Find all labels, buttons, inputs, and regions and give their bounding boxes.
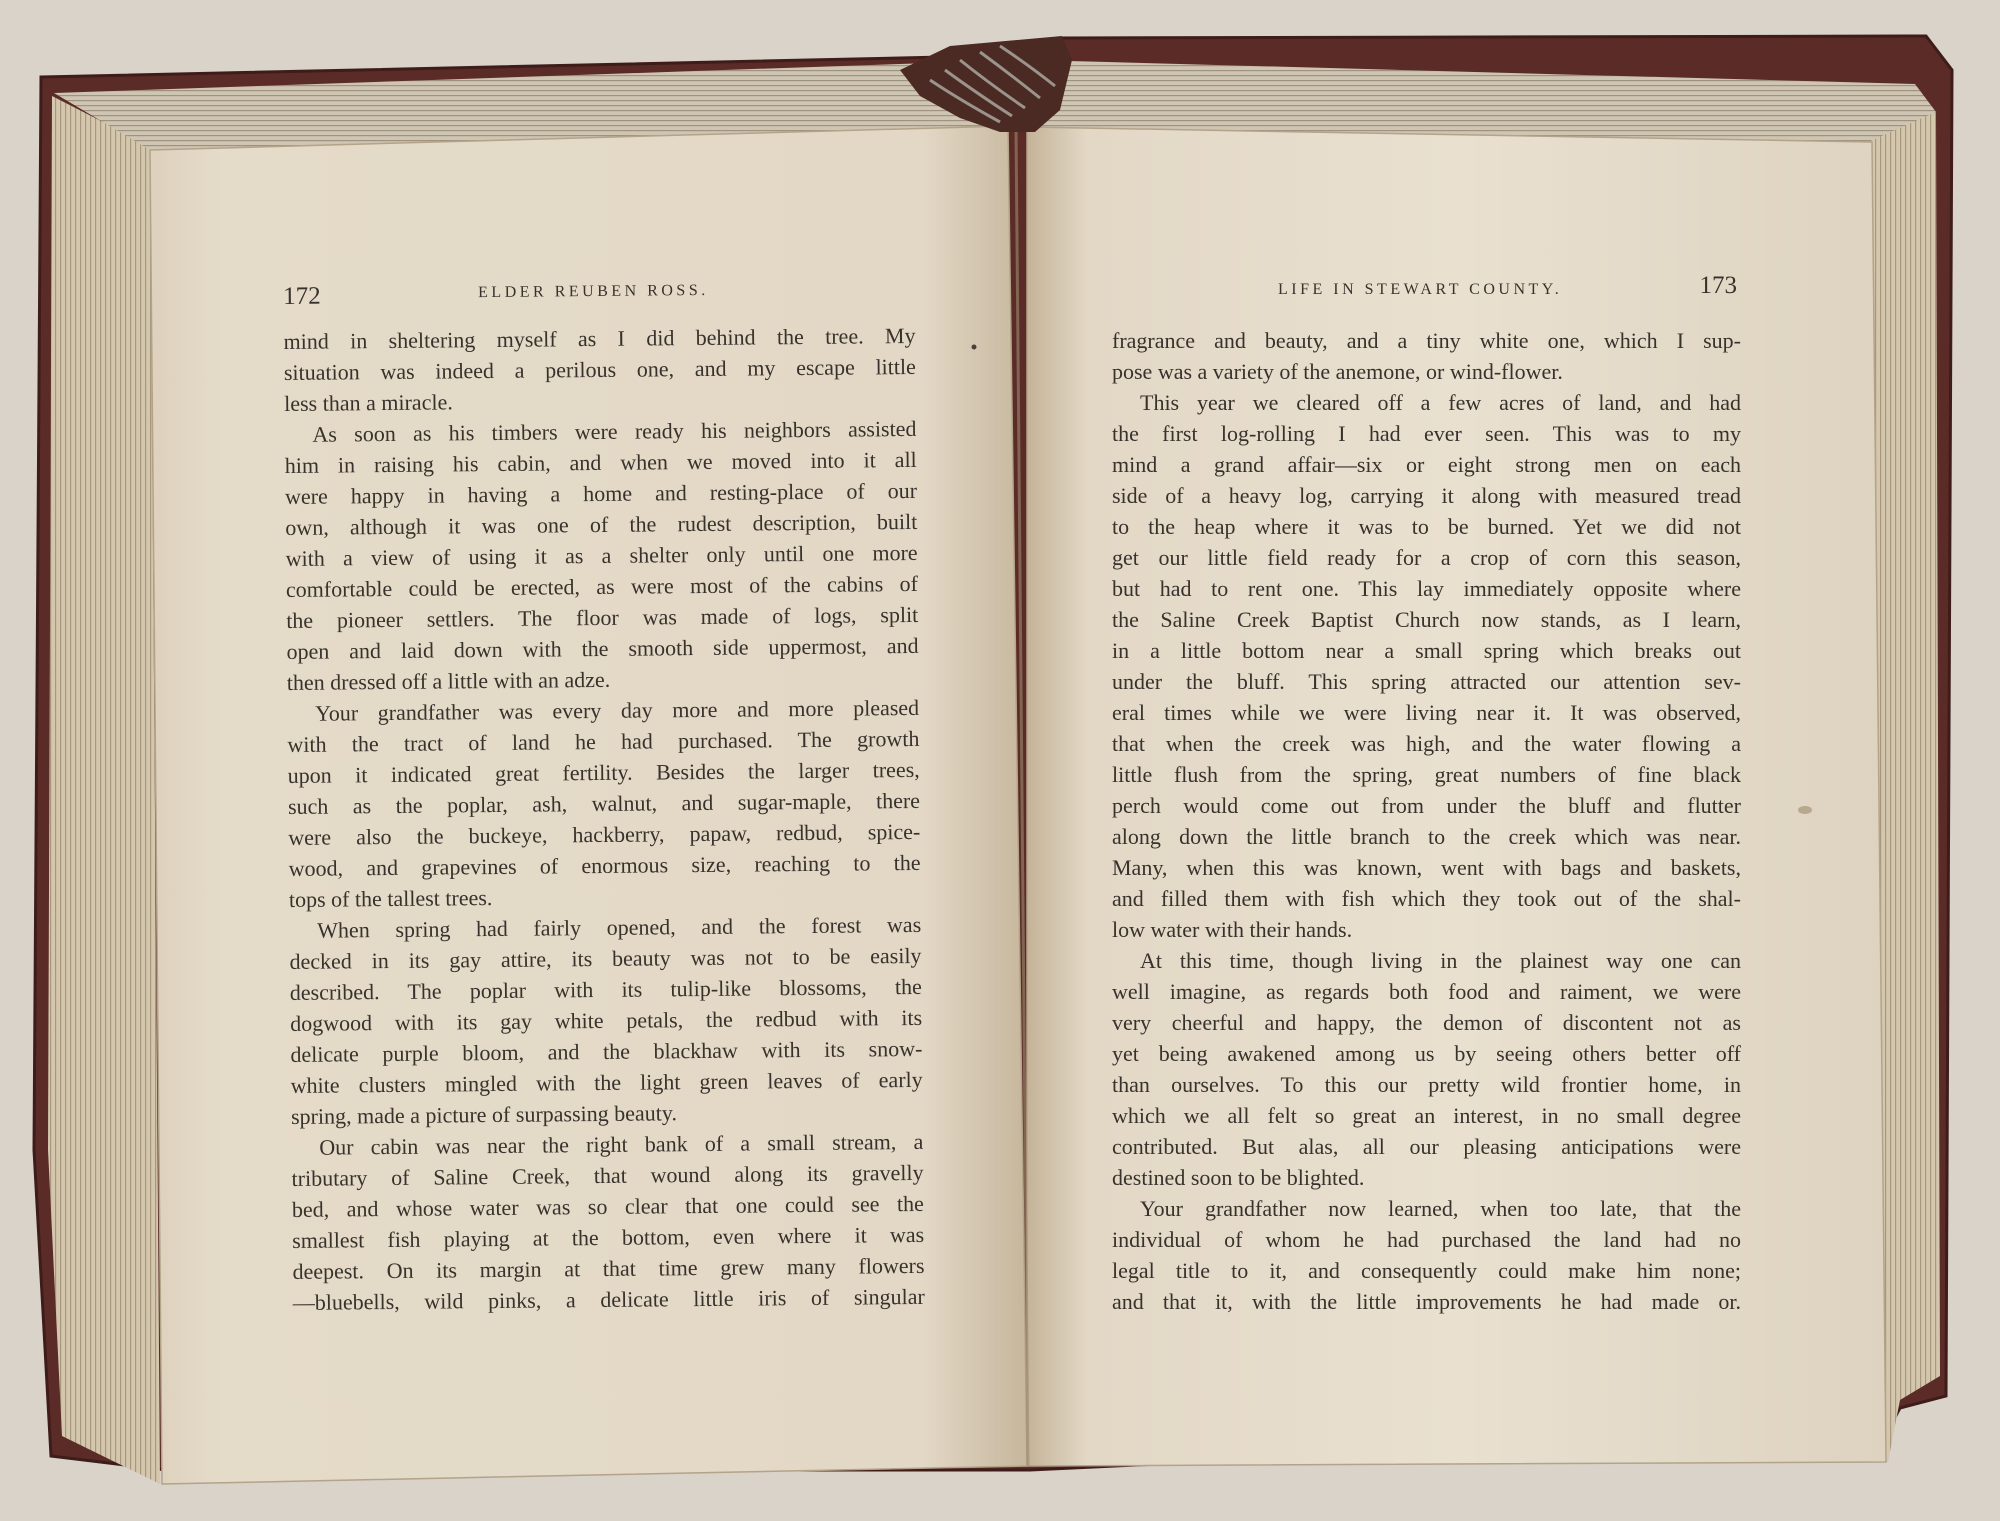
right-page-text — [1112, 272, 1741, 1317]
text-line: mind in sheltering myself as I did behind the tree. My — [283, 322, 916, 354]
text-line: along down the little branch to the creek which was near. — [1112, 824, 1741, 849]
text-line: own, although it was one of the rudest description, built — [285, 508, 918, 540]
text-line: contributed. But alas, all our pleasing anticipations were — [1112, 1134, 1741, 1159]
text-line: side of a heavy log, carrying it along with measured tread — [1112, 483, 1741, 508]
text-line: destined soon to be blighted. — [1112, 1165, 1365, 1190]
text-line: legal title to it, and consequently could make him none; — [1112, 1258, 1741, 1283]
text-line: were happy in having a home and resting-place of our — [284, 477, 918, 509]
text-line: individual of whom he had purchased the land had no — [1112, 1227, 1741, 1252]
text-line: —bluebells, wild pinks, a delicate little iris of singular — [292, 1283, 925, 1315]
text-line: less than a miracle. — [284, 389, 453, 416]
text-line: that when the creek was high, and the water flowing a — [1112, 731, 1741, 756]
page-number: 173 — [1699, 272, 1737, 299]
text-line: delicate purple bloom, and the blackhaw with its snow- — [290, 1035, 923, 1067]
text-line: mind a grand affair—six or eight strong men on each — [1112, 452, 1741, 477]
text-line: comfortable could be erected, as were most of the cabins of — [285, 570, 919, 602]
text-line: eral times while we were living near it. It was observed, — [1112, 700, 1741, 725]
text-line: fragrance and beauty, and a tiny white one, which I sup- — [1112, 328, 1741, 353]
text-line: As soon as his timbers were ready his neighbors assisted — [312, 415, 917, 447]
text-line: with the tract of land he had purchased. The growth — [287, 725, 920, 757]
text-line: Our cabin was near the right bank of a small stream, a — [319, 1128, 924, 1160]
text-line: such as the poplar, ash, walnut, and sugar-maple, there — [287, 787, 921, 819]
text-line: get our little field ready for a crop of corn this season, — [1112, 545, 1741, 570]
text-line: tributary of Saline Creek, that wound along its gravelly — [291, 1159, 924, 1191]
text-line: When spring had fairly opened, and the forest was — [317, 911, 922, 943]
text-line: smallest fish playing at the bottom, even where it was — [292, 1221, 925, 1253]
text-line: This year we cleared off a few acres of land, and had — [1140, 390, 1741, 415]
text-line: him in raising his cabin, and when we moved into it all — [284, 446, 917, 478]
text-line: than ourselves. To this our pretty wild frontier home, in — [1112, 1072, 1741, 1097]
running-head: LIFE IN STEWART COUNTY. — [1278, 281, 1563, 298]
text-line: Your grandfather now learned, when too late, that the — [1140, 1196, 1741, 1221]
text-line: tops of the tallest trees. — [288, 885, 493, 912]
left-page-stack-side — [48, 96, 160, 1484]
text-line: the Saline Creek Baptist Church now stands, as I learn, — [1112, 607, 1741, 632]
text-line: very cheerful and happy, the demon of discontent not as — [1112, 1010, 1741, 1035]
text-line: described. The poplar with its tulip-like blossoms, the — [289, 973, 922, 1005]
text-line: were also the buckeye, hackberry, papaw, redbud, spice- — [288, 818, 921, 850]
text-line: decked in its gay attire, its beauty was not to be easily — [289, 942, 922, 974]
text-line: little flush from the spring, great numbers of fine black — [1112, 762, 1741, 787]
running-head: ELDER REUBEN ROSS. — [478, 281, 709, 302]
left-page-header — [283, 276, 915, 312]
text-line: upon it indicated great fertility. Besides the larger trees, — [287, 756, 920, 788]
text-line: with a view of using it as a shelter only until one more — [285, 539, 918, 571]
text-line: white clusters mingled with the light green leaves of early — [290, 1066, 923, 1098]
text-line: perch would come out from under the bluff and flutter — [1112, 793, 1741, 818]
text-line: and that it, with the little improvements he had made or. — [1112, 1289, 1741, 1314]
text-line: deepest. On its margin at that time grew many flowers — [292, 1252, 925, 1284]
right-page-body — [1112, 325, 1741, 1317]
right-page-header — [1112, 272, 1741, 304]
page-number: 172 — [283, 282, 321, 310]
text-line: to the heap where it was to be burned. Yet we did not — [1112, 514, 1741, 539]
text-line: under the bluff. This spring attracted our attention sev- — [1112, 669, 1741, 694]
text-line: yet being awakened among us by seeing others better off — [1112, 1041, 1741, 1066]
paper-stain — [1798, 806, 1812, 814]
ink-speck — [972, 345, 977, 350]
text-line: and filled them with fish which they took out of the shal- — [1112, 886, 1741, 911]
left-page-body — [283, 320, 924, 1318]
text-line: the first log-rolling I had ever seen. This was to my — [1112, 421, 1741, 446]
text-line: bed, and whose water was so clear that one could see the — [291, 1190, 924, 1222]
text-line: low water with their hands. — [1112, 917, 1353, 942]
text-line: situation was indeed a perilous one, and my escape little — [283, 353, 916, 385]
text-line: which we all felt so great an interest, in no small degree — [1112, 1103, 1741, 1128]
text-line: but had to rent one. This lay immediately opposite where — [1112, 576, 1741, 601]
text-line: dogwood with its gay white petals, the redbud with its — [289, 1004, 923, 1036]
text-line: well imagine, as regards both food and raiment, we were — [1112, 979, 1741, 1004]
text-line: pose was a variety of the anemone, or wind-flower. — [1112, 359, 1563, 384]
text-line: At this time, though living in the plainest way one can — [1140, 948, 1741, 973]
text-line: Your grandfather was every day more and more pleased — [315, 694, 920, 726]
text-line: then dressed off a little with an adze. — [286, 666, 611, 695]
text-line: wood, and grapevines of enormous size, reaching to the — [288, 849, 921, 881]
text-line: Many, when this was known, went with bags and baskets, — [1112, 855, 1741, 880]
text-line: spring, made a picture of surpassing beauty. — [290, 1100, 678, 1129]
left-page-text — [283, 276, 925, 1318]
text-line: in a little bottom near a small spring which breaks out — [1112, 638, 1741, 663]
text-line: the pioneer settlers. The floor was made of logs, split — [286, 601, 919, 633]
text-line: open and laid down with the smooth side uppermost, and — [286, 632, 919, 664]
